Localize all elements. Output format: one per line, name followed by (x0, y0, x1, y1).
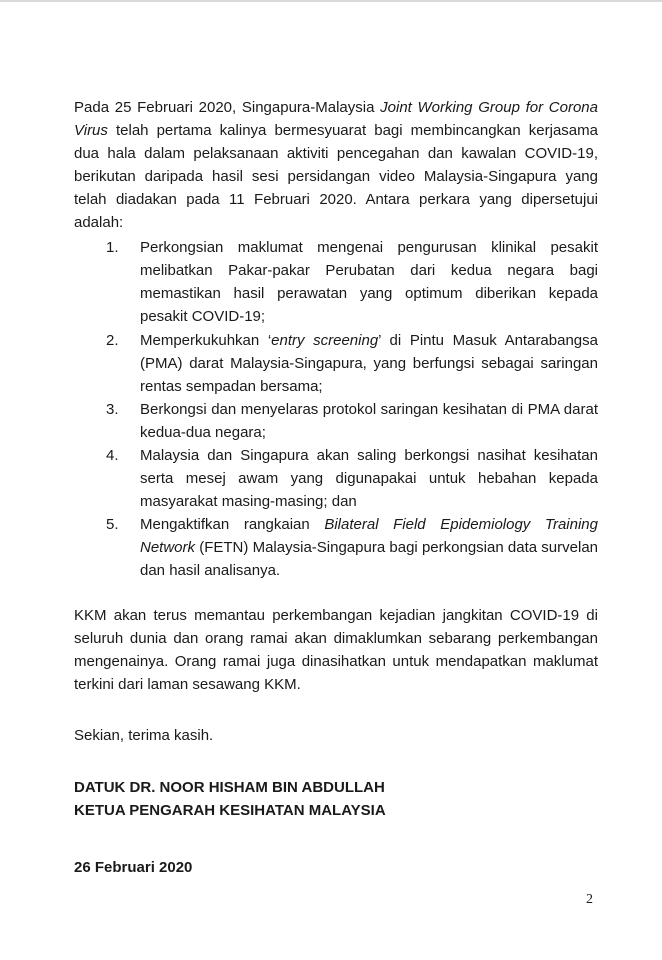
list-item (74, 444, 598, 513)
intro-italic-group-name: Joint Working Group for Corona Virus (74, 99, 598, 139)
list-item-number: 1. (106, 239, 119, 256)
list-item-text: Malaysia dan Singapura akan saling berkongsi nasihat kesihatan serta mesej awam yang digunapakai untuk hebahan kepada masyarakat masing-masing; dan (140, 447, 598, 510)
list-item-text (140, 329, 598, 398)
list-item-text-italic: entry screening (271, 332, 379, 349)
list-item-text-italic: Bilateral Field Epidemiology Training Network (140, 516, 598, 556)
intro-text-1: Pada 25 Februari 2020, Singapura-Malaysia (74, 99, 381, 116)
list-item (74, 398, 598, 444)
list-item-text-pre: Mengaktifkan rangkaian (140, 516, 325, 533)
intro-paragraph (74, 96, 598, 234)
list-item-text-pre: Memperkukuhkan ‘ (140, 332, 272, 349)
list-item-text: Berkongsi dan menyelaras protokol saringan kesihatan di PMA darat kedua-dua negara; (140, 401, 598, 441)
page-top-edge (0, 0, 662, 2)
intro-text-2: telah pertama kalinya bermesyuarat bagi membincangkan kerjasama dua hala dalam pelaksanaan aktiviti pencegahan dan kawalan COVID-19, berikutan daripada hasil sesi persidangan video Malaysia-Singapura yang telah diadakan pada 11 Februari 2020. Antara perkara yang dipersetujui adalah: (74, 122, 598, 231)
agreement-list (74, 236, 598, 582)
kkm-paragraph: KKM akan terus memantau perkembangan kejadian jangkitan COVID-19 di seluruh dunia dan orang ramai akan dimaklumkan sebarang perkembangan mengenainya. Orang ramai juga dinasihatkan untuk mendapatkan maklumat terkini dari laman sesawang KKM. (74, 607, 598, 693)
list-item-text-post: (FETN) Malaysia-Singapura bagi perkongsian data survelan dan hasil analisanya. (140, 539, 598, 579)
signatory-name: DATUK DR. NOOR HISHAM BIN ABDULLAH (74, 779, 385, 796)
signatory-title: KETUA PENGARAH KESIHATAN MALAYSIA (74, 802, 386, 819)
list-item (74, 236, 598, 328)
list-item-number: 3. (106, 401, 119, 418)
closing-line: Sekian, terima kasih. (74, 727, 214, 744)
list-item-text: Perkongsian maklumat mengenai pengurusan klinikal pesakit melibatkan Pakar-pakar Perubatan dari kedua negara bagi memastikan hasil perawatan yang optimum diberikan kepada pesakit COVID-19; (140, 239, 598, 325)
document-date: 26 Februari 2020 (74, 859, 193, 876)
list-item (74, 329, 598, 398)
page-number: 2 (586, 892, 593, 907)
list-item-text (140, 513, 598, 582)
list-item (74, 513, 598, 582)
list-item-number: 4. (106, 447, 119, 464)
list-item-number: 2. (106, 332, 119, 349)
list-item-text-post: ’ di Pintu Masuk Antarabangsa (PMA) darat Malaysia-Singapura, yang berfungsi sebagai saringan rentas sempadan bersama; (140, 332, 598, 395)
list-item-number: 5. (106, 516, 119, 533)
